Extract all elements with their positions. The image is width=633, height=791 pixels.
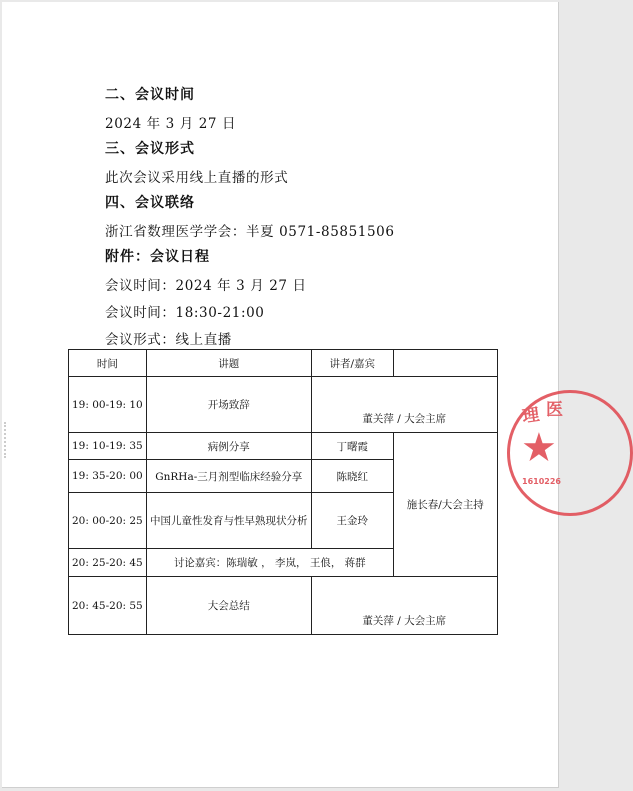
header-speaker: 讲者/嘉宾 — [311, 350, 393, 377]
seal-char-2: 医 — [546, 400, 563, 420]
document-page — [2, 2, 563, 788]
row-topic: 开场致辞 — [146, 377, 311, 433]
contact-text: 浙江省数理医学学会：半夏 0571-85851506 — [105, 224, 395, 240]
header-blank — [393, 350, 497, 377]
row-time: 19: 10-19: 35 — [69, 433, 147, 460]
schedule-table — [68, 349, 498, 635]
table-header-row — [69, 350, 498, 377]
seal-char-1: 理 — [521, 404, 541, 428]
row-time: 20: 00-20: 25 — [69, 493, 147, 549]
row-speaker: 陈晓红 — [311, 460, 393, 493]
section-heading-format: 三、会议形式 — [105, 141, 195, 157]
meeting-format-text: 此次会议采用线上直播的形式 — [105, 170, 289, 186]
seal-code: 1610226 — [522, 477, 561, 486]
row-speaker: 董关萍 / 大会主席 — [311, 577, 497, 635]
section-heading-contact: 四、会议联络 — [105, 195, 195, 211]
header-topic: 讲题 — [146, 350, 311, 377]
row-speaker: 丁曙霞 — [311, 433, 393, 460]
schedule-date-line: 会议时间：2024 年 3 月 27 日 — [105, 278, 307, 294]
row-topic: GnRHa-三月剂型临床经验分享 — [146, 460, 311, 493]
row-time: 20: 45-20: 55 — [69, 577, 147, 635]
row-time: 19: 00-19: 10 — [69, 377, 147, 433]
row-topic: 大会总结 — [146, 577, 311, 635]
table-row — [69, 377, 498, 433]
discussion-guests: 讨论嘉宾：陈瑞敏 ， 李岚， 王俍， 蒋群 — [146, 549, 393, 577]
meeting-date-text: 2024 年 3 月 27 日 — [105, 116, 237, 132]
scan-margin-mark — [4, 422, 20, 458]
schedule-format-line: 会议形式：线上直播 — [105, 332, 232, 348]
section-heading-time: 二、会议时间 — [105, 87, 195, 103]
row-topic: 中国儿童性发育与性早熟现状分析 — [146, 493, 311, 549]
row-time: 19: 35-20: 00 — [69, 460, 147, 493]
header-time: 时间 — [69, 350, 147, 377]
attachment-heading: 附件：会议日程 — [105, 249, 210, 265]
row-speaker: 王金玲 — [311, 493, 393, 549]
seal-star-icon: ★ — [521, 425, 557, 471]
row-speaker: 董关萍 / 大会主席 — [311, 377, 497, 433]
chair-cell: 施长春/大会主持 — [393, 433, 497, 577]
row-time: 20: 25-20: 45 — [69, 549, 147, 577]
table-row — [69, 577, 498, 635]
schedule-time-line: 会议时间：18:30-21:00 — [105, 305, 265, 321]
table-row — [69, 433, 498, 460]
official-seal — [507, 390, 633, 516]
row-topic: 病例分享 — [146, 433, 311, 460]
